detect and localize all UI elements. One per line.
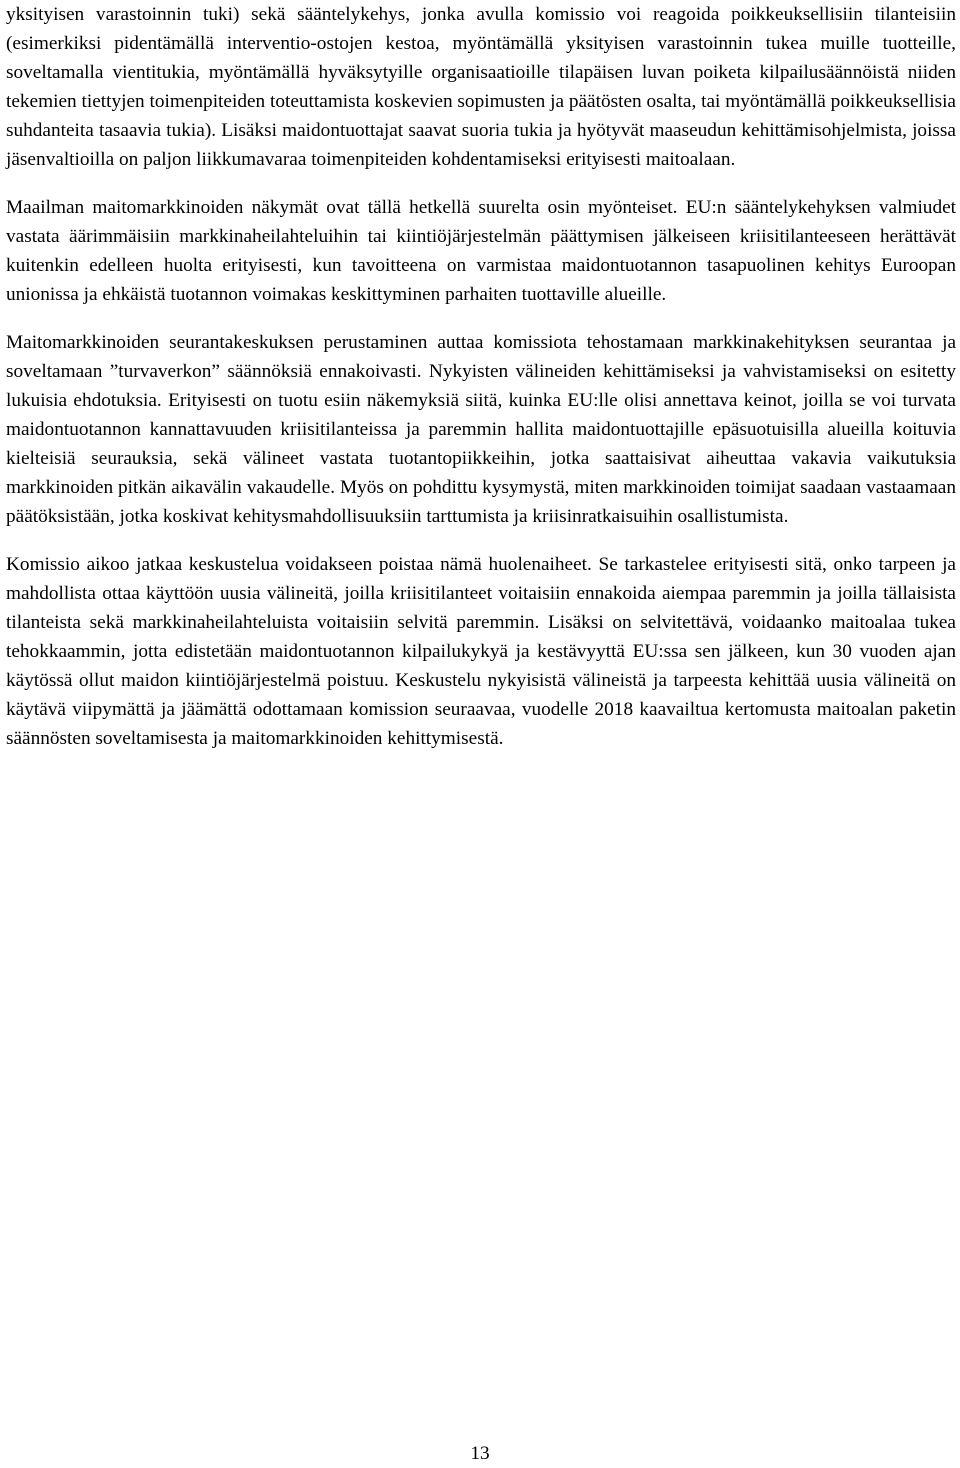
- paragraph-4: Komissio aikoo jatkaa keskustelua voidakseen poistaa nämä huolenaiheet. Se tarkastelee erityisesti sitä, onko tarpeen ja mahdollista ottaa käyttöön uusia välineitä, joilla kriisitilanteet voitaisiin ennakoida aiempaa paremmin ja joilla tällaisista tilanteista sekä markkinaheilahteluista voitaisiin selvitä paremmin. Lisäksi on selvitettävä, voidaanko maitoalaa tukea tehokkaammin, jotta edistetään maidontuotannon kilpailukykyä ja kestävyyttä EU:ssa sen jälkeen, kun 30 vuoden ajan käytössä ollut maidon kiintiöjärjestelmä poistuu. Keskustelu nykyisistä välineistä ja tarpeesta kehittää uusia välineitä on käytävä viipymättä ja jäämättä odottamaan komission seuraavaa, vuodelle 2018 kaavailtua kertomusta maitoalan paketin säännösten soveltamisesta ja maitomarkkinoiden kehittymisestä.: [6, 554, 956, 749]
- paragraph-1: yksityisen varastoinnin tuki) sekä sääntelykehys, jonka avulla komissio voi reagoida poikkeuksellisiin tilanteisiin (esimerkiksi pidentämällä interventio-ostojen kestoa, myöntämällä yksityisen varastoinnin tukea muille tuotteille, soveltamalla vientitukia, myöntämällä hyväksytyille organisaatioille tilapäisen luvan poiketa kilpailusäännöistä niiden tekemien tiettyjen toimenpiteiden toteuttamista koskevien sopimusten ja päätösten osalta, tai myöntämällä poikkeuksellisia suhdanteita tasaavia tukia). Lisäksi maidontuottajat saavat suoria tukia ja hyötyvät maaseudun kehittämisohjelmista, joissa jäsenvaltioilla on paljon liikkumavaraa toimenpiteiden kohdentamiseksi erityisesti maitoalaan.: [6, 4, 956, 170]
- paragraph-2: Maailman maitomarkkinoiden näkymät ovat tällä hetkellä suurelta osin myönteiset. EU:n sääntelykehyksen valmiudet vastata äärimmäisiin markkinaheilahteluihin tai kiintiöjärjestelmän päättymisen jälkeiseen kriisitilanteeseen herättävät kuitenkin edelleen huolta erityisesti, kun tavoitteena on varmistaa maidontuotannon tasapuolinen kehitys Euroopan unionissa ja ehkäistä tuotannon voimakas keskittyminen parhaiten tuottaville alueille.: [6, 197, 956, 305]
- document-body: [6, 0, 956, 772]
- paragraph-3: Maitomarkkinoiden seurantakeskuksen perustaminen auttaa komissiota tehostamaan markkinakehityksen seurantaa ja soveltamaan ”turvaverkon” säännöksiä ennakoivasti. Nykyisten välineiden kehittämiseksi ja vahvistamiseksi on esitetty lukuisia ehdotuksia. Erityisesti on tuotu esiin näkemyksiä siitä, kuinka EU:lle olisi annettava keinot, joilla se voi turvata maidontuotannon kannattavuuden kriisitilanteissa ja paremmin hallita maidontuottajille epäsuotuisilla alueilla koituvia kielteisiä seurauksia, sekä välineet vastata tuotantopiikkeihin, jotka saattaisivat aiheuttaa vakavia vaikutuksia markkinoiden pitkän aikavälin vakaudelle. Myös on pohdittu kysymystä, miten markkinoiden toimijat saadaan vastaamaan päätöksistään, jotka koskivat kehitysmahdollisuuksiin tarttumista ja kriisinratkaisuihin osallistumista.: [6, 332, 956, 527]
- page-number: 13: [470, 1443, 490, 1464]
